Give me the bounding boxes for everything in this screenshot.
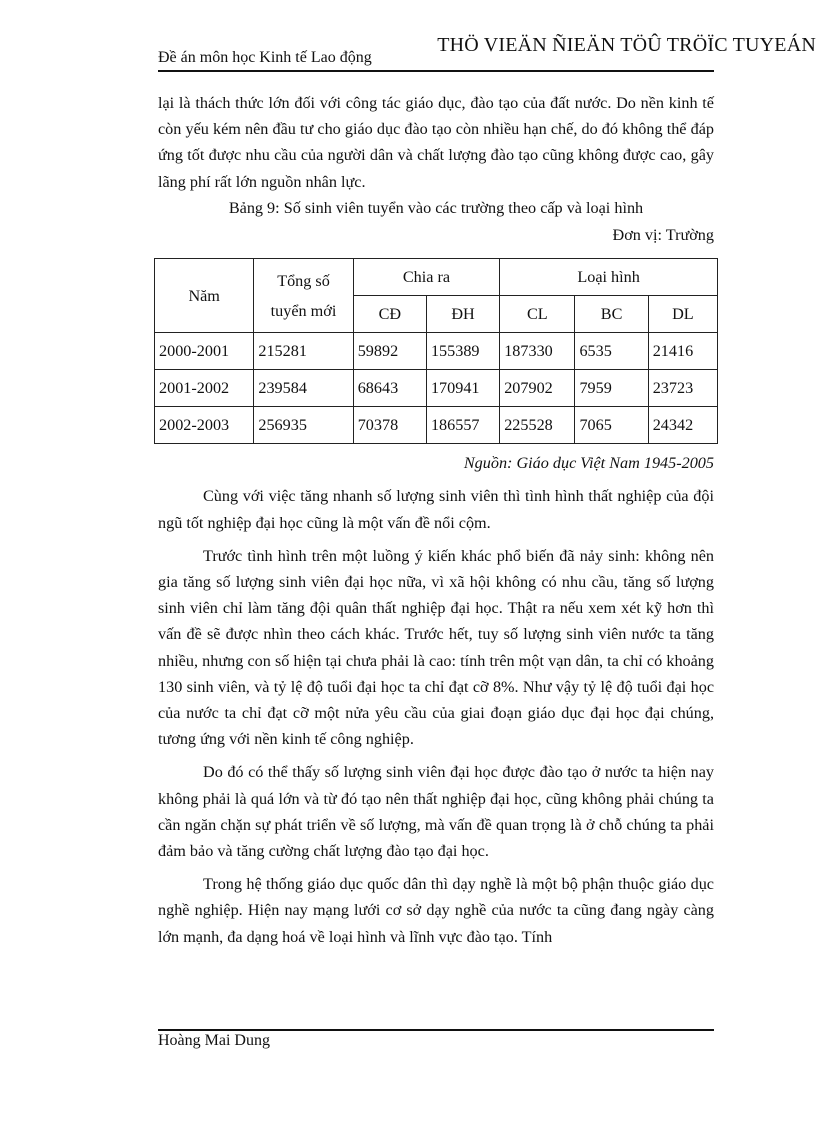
- table-cell: 23723: [648, 370, 717, 407]
- paragraph-4: Do đó có thể thấy số lượng sinh viên đại học được đào tạo ở nước ta hiện nay không phải là quá lớn và từ đó tạo nên thất nghiệp đại học, cũng không phải chúng ta cần ngăn chặn sự phát triển về số lượng, mà vấn đề quan trọng là ở chỗ chúng ta phải đảm bảo và tăng cường chất lượng đào tạo đại học.: [158, 763, 714, 861]
- table-cell: 2001-2002: [155, 370, 254, 407]
- table-caption: Bảng 9: Số sinh viên tuyển vào các trường theo cấp và loại hình: [228, 198, 644, 217]
- table-cell: 186557: [426, 407, 499, 444]
- header-split: Chia ra: [353, 259, 500, 296]
- table-cell: 207902: [500, 370, 575, 407]
- enrollment-table: [154, 258, 718, 444]
- table-cell: 7065: [575, 407, 648, 444]
- table-cell: 7959: [575, 370, 648, 407]
- footer-divider: [158, 1029, 714, 1031]
- paragraph-3: Trước tình hình trên một luồng ý kiến khác phổ biến đã nảy sinh: không nên gia tăng số lượng sinh viên đại học nữa, vì xã hội không có nhu cầu, tăng số lượng sinh viên chỉ làm tăng đội quân thất nghiệp đại học. Thật ra nếu xem xét kỹ hơn thì vấn đề sẽ được nhìn theo cách khác. Trước hết, tuy số lượng sinh viên nước ta tăng nhiều, nhưng con số hiện tại chưa phải là cao: tính trên một vạn dân, ta chỉ có khoảng 130 sinh viên, và tỷ lệ độ tuổi đại học ta chỉ đạt cỡ 8%. Như vậy tỷ lệ độ tuổi đại học của nước ta chỉ đạt cỡ một nửa yêu cầu của giai đoạn giáo dục đại học đại chúng, tương ứng với nền kinh tế công nghiệp.: [158, 546, 714, 749]
- header-year: Năm: [155, 259, 254, 333]
- table-cell: 68643: [353, 370, 426, 407]
- header-cd: CĐ: [353, 296, 426, 333]
- header-dl: DL: [648, 296, 717, 333]
- table-row: [155, 407, 718, 444]
- paragraph-2: Cùng với việc tăng nhanh số lượng sinh viên thì tình hình thất nghiệp của đội ngũ tốt nghiệp đại học cũng là một vấn đề nổi cộm.: [158, 487, 714, 532]
- header-dh: ĐH: [426, 296, 499, 333]
- table-cell: 70378: [353, 407, 426, 444]
- table-cell: 21416: [648, 333, 717, 370]
- table-cell: 239584: [254, 370, 353, 407]
- table-cell: 187330: [500, 333, 575, 370]
- table-cell: 155389: [426, 333, 499, 370]
- table-cell: 170941: [426, 370, 499, 407]
- table-cell: 225528: [500, 407, 575, 444]
- footer-author: Hoàng Mai Dung: [158, 1032, 270, 1049]
- header-total: Tổng số tuyển mới: [254, 259, 353, 333]
- table-cell: 24342: [648, 407, 717, 444]
- table-cell: 2002-2003: [155, 407, 254, 444]
- table-cell: 2000-2001: [155, 333, 254, 370]
- paragraph-1: lại là thách thức lớn đối với công tác giáo dục, đào tạo của đất nước. Do nền kinh tế còn yếu kém nên đầu tư cho giáo dục đào tạo còn nhiều hạn chế, do đó không thể đáp ứng tốt được nhu cầu của người dân và chất lượng đào tạo cũng không được cao, gây lãng phí rất lớn nguồn nhân lực.: [158, 94, 714, 191]
- header-divider: [158, 70, 714, 72]
- header-cl: CL: [500, 296, 575, 333]
- table-cell: 59892: [353, 333, 426, 370]
- table-cell: 256935: [254, 407, 353, 444]
- table-cell: 6535: [575, 333, 648, 370]
- document-body: [158, 90, 714, 950]
- header-library-title: THÖ VIEÄN ÑIEÄN TÖÛ TRÖÏC TUYEÁN: [437, 34, 816, 56]
- table-unit: Đơn vị: Trường: [612, 226, 714, 245]
- table-source: Nguồn: Giáo dục Việt Nam 1945-2005: [463, 454, 714, 473]
- table-row: [155, 333, 718, 370]
- header-type: Loại hình: [500, 259, 718, 296]
- paragraph-5: Trong hệ thống giáo dục quốc dân thì dạy nghề là một bộ phận thuộc giáo dục nghề nghiệp. Hiện nay mạng lưới cơ sở dạy nghề của nước ta cũng đang ngày càng lớn mạnh, đa dạng hoá về loại hình và lĩnh vực đào tạo. Tính: [158, 875, 714, 946]
- table-row: [155, 370, 718, 407]
- table-cell: 215281: [254, 333, 353, 370]
- table-header-row: [155, 259, 718, 296]
- header-course-title: Đề án môn học Kinh tế Lao động: [158, 49, 372, 66]
- header-bc: BC: [575, 296, 648, 333]
